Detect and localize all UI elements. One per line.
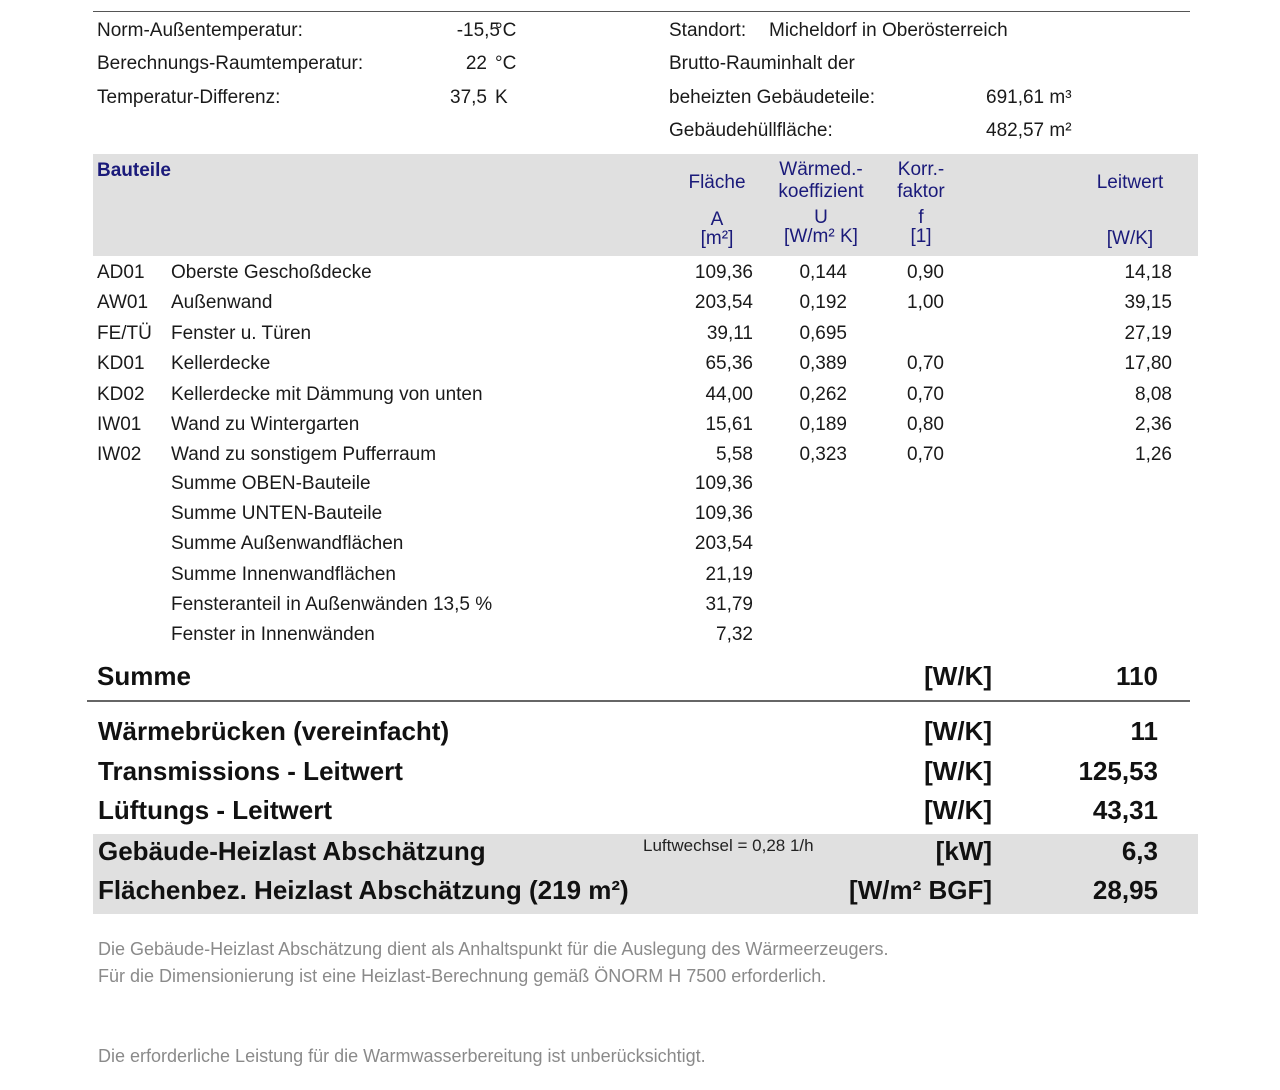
header-factor bbox=[882, 159, 960, 248]
component-u-value: 0,695 bbox=[799, 322, 847, 344]
specific-heat-load-label: Flächenbez. Heizlast Abschätzung (219 m²) bbox=[98, 875, 629, 905]
table-row bbox=[0, 444, 1280, 474]
climate-unit: °C bbox=[495, 20, 517, 41]
component-factor: 0,70 bbox=[907, 353, 944, 375]
table-row bbox=[0, 323, 1280, 353]
component-factor: 0,70 bbox=[907, 444, 944, 466]
component-conductance: 39,15 bbox=[1124, 292, 1172, 314]
ventilation-label: Lüftungs - Leitwert bbox=[98, 795, 332, 825]
component-area: 39,11 bbox=[706, 322, 753, 344]
component-area: 5,58 bbox=[716, 444, 753, 466]
header-u-symbol: U bbox=[814, 207, 828, 228]
envelope-label: Gebäudehüllfläche: bbox=[669, 120, 833, 141]
sum-list-item bbox=[0, 473, 1280, 503]
component-factor: 0,90 bbox=[907, 262, 944, 283]
component-u-value: 0,189 bbox=[799, 414, 847, 435]
sum-list-item bbox=[0, 503, 1280, 533]
sum-name: Summe UNTEN-Bauteile bbox=[171, 503, 383, 525]
specific-heat-load-value: 28,95 bbox=[1092, 875, 1158, 905]
location-label: Standort: bbox=[669, 20, 747, 41]
component-code: AD01 bbox=[97, 262, 145, 283]
header-u-unit: [W/m² K] bbox=[784, 226, 858, 247]
table-row bbox=[0, 384, 1280, 414]
component-conductance: 27,19 bbox=[1124, 322, 1172, 344]
note-line-3: Die erforderliche Leistung für die Warmwasserbereitung ist unberücksichtigt. bbox=[98, 1046, 706, 1066]
climate-value: 37,5 bbox=[450, 87, 487, 108]
header-u-value bbox=[766, 159, 876, 248]
component-code: IW02 bbox=[97, 444, 142, 466]
heat-load-label: Gebäude-Heizlast Abschätzung bbox=[98, 836, 486, 866]
climate-unit: °C bbox=[495, 53, 517, 74]
table-row bbox=[0, 353, 1280, 383]
sum-name: Summe Außenwandflächen bbox=[171, 533, 404, 555]
sum-area: 7,32 bbox=[716, 624, 753, 645]
ventilation-unit: [W/K] bbox=[924, 795, 992, 825]
sum-name: Fenster in Innenwänden bbox=[171, 624, 375, 645]
component-name: Fenster u. Türen bbox=[171, 322, 312, 344]
climate-value: -15,5 bbox=[456, 20, 500, 41]
heat-load-unit: [kW] bbox=[935, 836, 992, 866]
component-area: 44,00 bbox=[705, 383, 753, 405]
note-line-2: Für die Dimensionierung ist eine Heizlast-Berechnung gemäß ÖNORM H 7500 erforderlich. bbox=[98, 966, 827, 986]
heat-load-value: 6,3 bbox=[1121, 836, 1158, 866]
sum-list-item bbox=[0, 564, 1280, 594]
header-f-line2: faktor bbox=[897, 181, 945, 202]
thermal-bridges-unit: [W/K] bbox=[924, 716, 992, 746]
component-code: KD01 bbox=[97, 353, 145, 375]
component-u-value: 0,323 bbox=[799, 444, 847, 466]
note-line-1: Die Gebäude-Heizlast Abschätzung dient als Anhaltspunkt für die Auslegung des Wärmeerzeugers. bbox=[98, 939, 889, 959]
transmission-label: Transmissions - Leitwert bbox=[98, 756, 403, 786]
component-conductance: 2,36 bbox=[1135, 414, 1172, 435]
thermal-bridges-label: Wärmebrücken (vereinfacht) bbox=[98, 716, 450, 746]
header-area bbox=[672, 172, 762, 250]
sum-area: 203,54 bbox=[694, 533, 753, 555]
climate-value: 22 bbox=[465, 53, 487, 74]
component-u-value: 0,144 bbox=[799, 262, 847, 283]
component-conductance: 17,80 bbox=[1124, 353, 1172, 375]
component-factor: 0,70 bbox=[907, 383, 944, 405]
air-change-note: Luftwechsel = 0,28 1/h bbox=[643, 836, 814, 855]
thermal-bridges-value: 11 bbox=[1130, 716, 1158, 746]
sum-list-item bbox=[0, 594, 1280, 624]
top-divider bbox=[93, 11, 1190, 12]
sum-divider bbox=[87, 700, 1190, 702]
header-area-unit: [m²] bbox=[700, 228, 734, 249]
climate-unit: K bbox=[495, 87, 508, 108]
volume-value: 691,61 m³ bbox=[986, 87, 1072, 108]
volume-label-line2: beheizten Gebäudeteile: bbox=[669, 87, 875, 108]
climate-label: Norm-Außentemperatur: bbox=[97, 20, 303, 41]
location-value: Micheldorf in Oberösterreich bbox=[769, 20, 1008, 41]
component-factor: 1,00 bbox=[907, 292, 944, 314]
specific-heat-load-unit: [W/m² BGF] bbox=[849, 875, 992, 905]
header-f-unit: [1] bbox=[910, 226, 932, 247]
sum-name: Summe OBEN-Bauteile bbox=[171, 473, 371, 494]
transmission-unit: [W/K] bbox=[924, 756, 992, 786]
sum-area: 109,36 bbox=[694, 473, 753, 494]
sum-label: Summe bbox=[97, 661, 191, 691]
component-u-value: 0,192 bbox=[799, 292, 847, 314]
component-conductance: 14,18 bbox=[1124, 262, 1172, 283]
table-row bbox=[0, 292, 1280, 322]
component-name: Oberste Geschoßdecke bbox=[171, 262, 372, 283]
climate-label: Berechnungs-Raumtemperatur: bbox=[97, 53, 364, 74]
table-header bbox=[93, 154, 1198, 256]
table-row bbox=[0, 262, 1280, 292]
component-area: 109,36 bbox=[694, 262, 753, 283]
sum-area: 109,36 bbox=[694, 503, 753, 525]
component-code: IW01 bbox=[97, 414, 142, 435]
component-conductance: 8,08 bbox=[1135, 383, 1172, 405]
component-name: Wand zu Wintergarten bbox=[171, 414, 360, 435]
component-u-value: 0,262 bbox=[799, 383, 847, 405]
envelope-value: 482,57 m² bbox=[986, 120, 1072, 141]
header-lw-title: Leitwert bbox=[1096, 172, 1164, 193]
component-u-value: 0,389 bbox=[799, 353, 847, 375]
component-factor: 0,80 bbox=[907, 414, 944, 435]
sum-area: 31,79 bbox=[705, 593, 753, 615]
transmission-value: 125,53 bbox=[1078, 756, 1158, 786]
sum-name: Summe Innenwandflächen bbox=[171, 563, 396, 585]
component-code: FE/TÜ bbox=[97, 322, 152, 344]
sum-value: 110 bbox=[1116, 661, 1158, 691]
sum-list-item bbox=[0, 533, 1280, 563]
header-u-line2: koeffizient bbox=[778, 181, 864, 202]
component-code: AW01 bbox=[97, 292, 149, 314]
component-name: Kellerdecke bbox=[171, 353, 271, 375]
component-area: 15,61 bbox=[705, 414, 753, 435]
header-u-line1: Wärmed.- bbox=[779, 159, 863, 180]
sum-unit: [W/K] bbox=[924, 661, 992, 691]
header-conductance bbox=[1080, 172, 1180, 250]
component-name: Wand zu sonstigem Pufferraum bbox=[171, 444, 437, 466]
component-name: Außenwand bbox=[171, 292, 273, 314]
table-row bbox=[0, 414, 1280, 444]
header-lw-unit: [W/K] bbox=[1106, 228, 1154, 249]
component-area: 65,36 bbox=[705, 353, 753, 375]
component-conductance: 1,26 bbox=[1135, 444, 1172, 466]
header-area-symbol: A bbox=[710, 209, 724, 230]
header-f-line1: Korr.- bbox=[897, 159, 945, 180]
component-area: 203,54 bbox=[694, 292, 753, 314]
ventilation-value: 43,31 bbox=[1092, 795, 1158, 825]
header-f-symbol: f bbox=[918, 207, 924, 228]
component-name: Kellerdecke mit Dämmung von unten bbox=[171, 383, 483, 405]
volume-label-line1: Brutto-Rauminhalt der bbox=[669, 53, 855, 74]
sum-area: 21,19 bbox=[705, 563, 753, 585]
header-area-title: Fläche bbox=[688, 172, 746, 193]
sum-name: Fensteranteil in Außenwänden 13,5 % bbox=[171, 593, 493, 615]
component-code: KD02 bbox=[97, 383, 145, 405]
sum-list-item bbox=[0, 624, 1280, 654]
climate-label: Temperatur-Differenz: bbox=[97, 87, 281, 108]
header-components: Bauteile bbox=[97, 160, 171, 181]
